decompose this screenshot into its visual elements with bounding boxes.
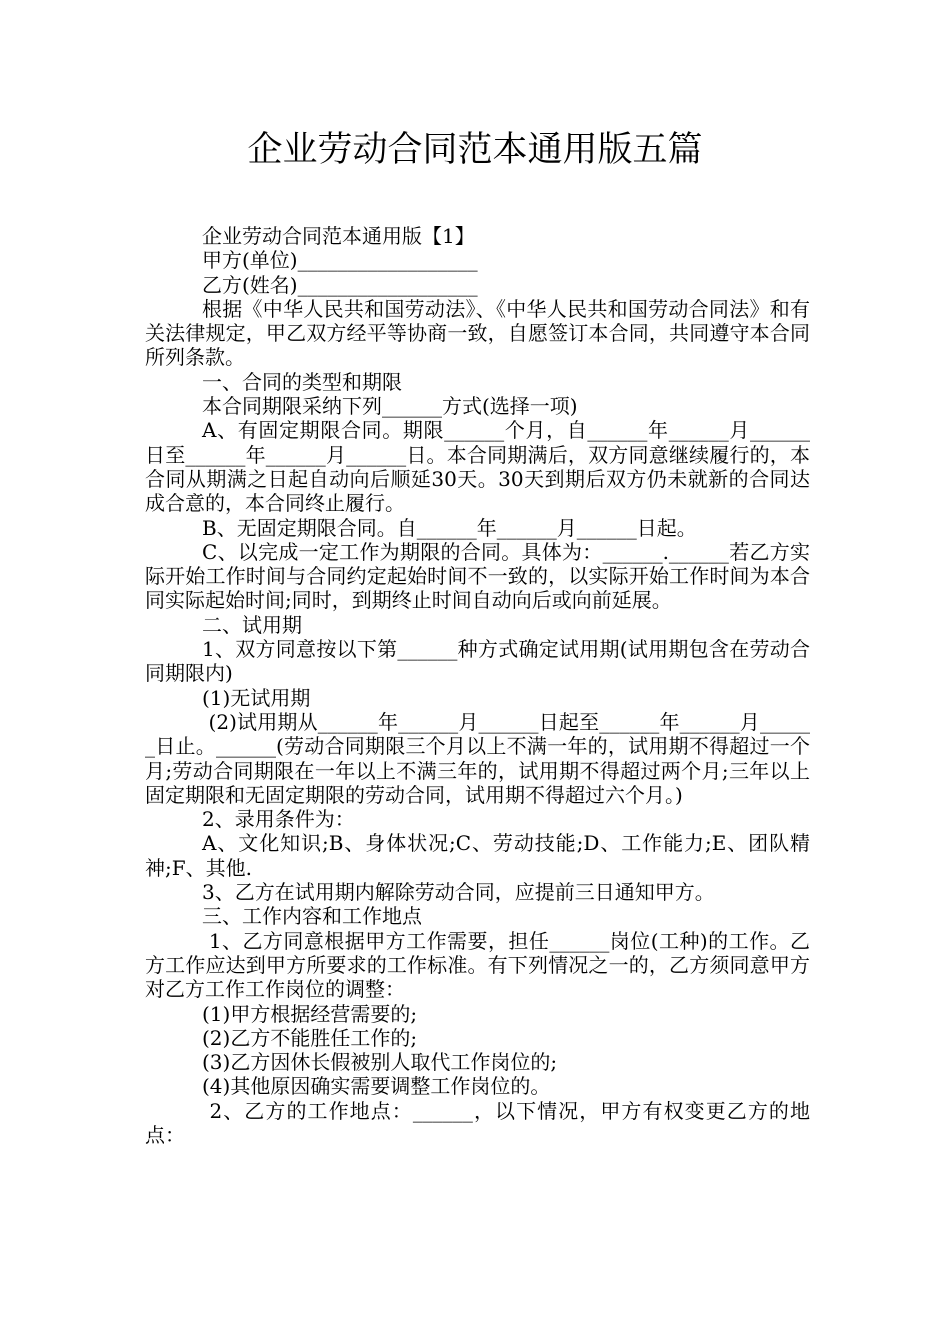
probation-termination-paragraph: 3、乙方在试用期内解除劳动合同，应提前三日通知甲方。 xyxy=(202,880,715,905)
section-heading-3: 三、工作内容和工作地点 xyxy=(202,904,422,929)
fixed-term-paragraph: A、有固定期限合同。期限______个月，自______年______月______日至______年______月______日。本合同期满后，双方同意继续履行的，本合同从期满之日起自动向后顺延30天。30天到期后双方仍未就新的合同达成合意的，本合同终止履行。 xyxy=(145,418,810,516)
preamble-paragraph: 根据《中华人民共和国劳动法》、《中华人民共和国劳动合同法》和有关法律规定，甲乙双方经平等协商一致，自愿签订本合同，共同遵守本合同所列条款。 xyxy=(145,296,810,370)
open-term-paragraph: B、无固定期限合同。自______年______月______日起。 xyxy=(202,515,697,540)
adjustment-item-3: (3)乙方因休长假被别人取代工作岗位的; xyxy=(202,1050,558,1075)
hiring-conditions-heading: 2、录用条件为： xyxy=(202,807,355,832)
adjustment-item-2: (2)乙方不能胜任工作的; xyxy=(202,1025,418,1050)
probation-option-1: (1)无试用期 xyxy=(202,685,311,710)
term-method-paragraph: 本合同期限采纳下列______方式(选择一项) xyxy=(202,394,578,419)
party-b-line: 乙方(姓名)__________________ xyxy=(202,272,478,297)
task-term-paragraph: C、以完成一定工作为期限的合同。具体为：______.______若乙方实际开始工作时间与合同约定起始时间不一致的，以实际开始工作时间为本合同实际起始时间;同时，到期终止时间自动向后或向前延展。 xyxy=(145,539,810,613)
hiring-conditions-list: A、文化知识;B、身体状况;C、劳动技能;D、工作能力;E、团队精神;F、其他. xyxy=(145,831,810,880)
document-body xyxy=(145,224,810,1147)
party-a-line: 甲方(单位)__________________ xyxy=(202,248,478,273)
probation-option-2: (2)试用期从______年______月______日起至______年______月______日止。______(劳动合同期限三个月以上不满一年的，试用期不得超过一个月;劳动合同期限在一年以上不满三年的，试用期不得超过两个月;三年以上固定期限和无固定期限的劳动合同，试用期不得超过六个月。) xyxy=(145,709,810,807)
section-heading-1: 一、合同的类型和期限 xyxy=(202,369,402,394)
document-title: 企业劳动合同范本通用版五篇 xyxy=(247,130,703,170)
job-content-paragraph: 1、乙方同意根据甲方工作需要，担任______岗位(工种)的工作。乙方工作应达到甲方所要求的工作标准。有下列情况之一的，乙方须同意甲方对乙方工作工作岗位的调整： xyxy=(145,928,810,1002)
adjustment-item-4: (4)其他原因确实需要调整工作岗位的。 xyxy=(202,1074,551,1099)
probation-method-paragraph: 1、双方同意按以下第______种方式确定试用期(试用期包含在劳动合同期限内) xyxy=(145,637,810,686)
adjustment-item-1: (1)甲方根据经营需要的; xyxy=(202,1001,418,1026)
work-location-paragraph: 2、乙方的工作地点：______，以下情况，甲方有权变更乙方的地点： xyxy=(145,1098,810,1147)
section-heading-2: 二、试用期 xyxy=(202,612,302,637)
contract-subtitle: 企业劳动合同范本通用版【1】 xyxy=(202,224,475,248)
